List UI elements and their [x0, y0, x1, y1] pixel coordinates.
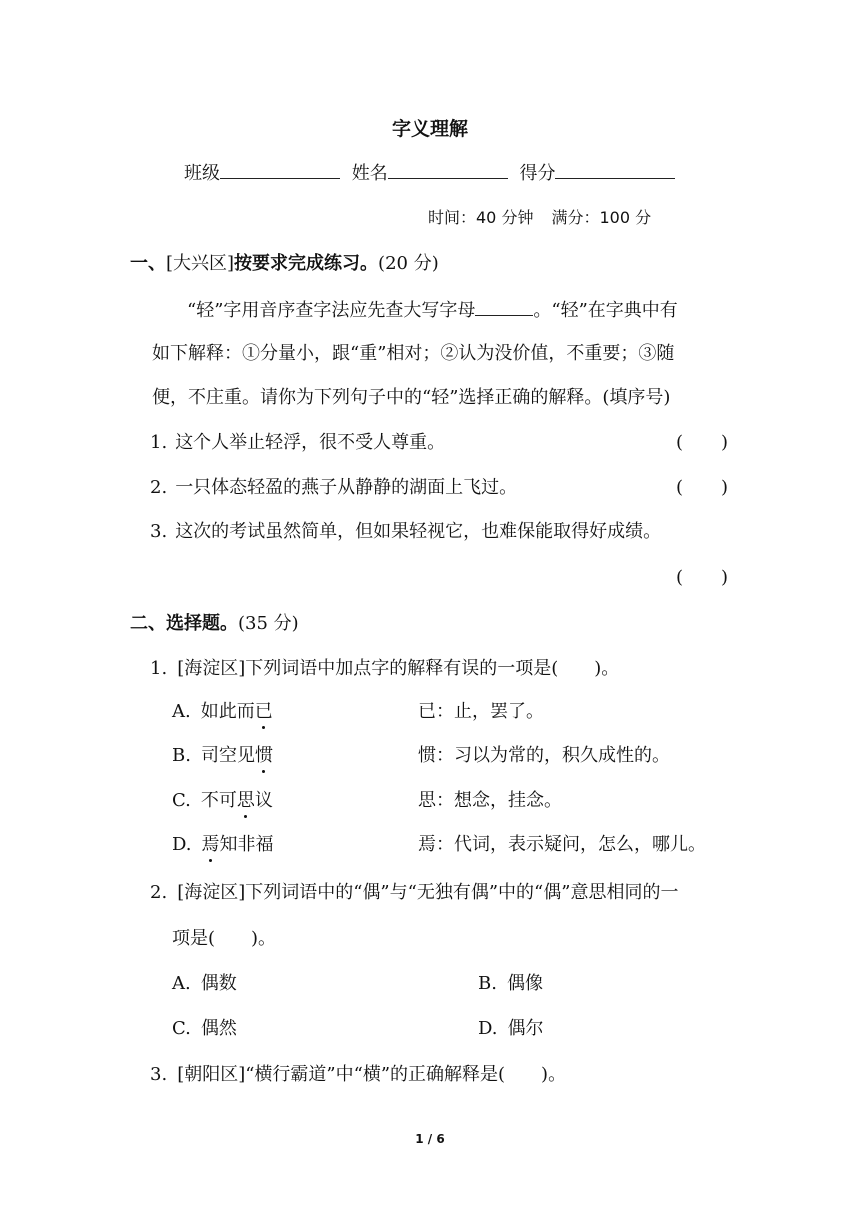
section2-number: 二、	[130, 613, 166, 634]
q1-option-b[interactable]	[172, 744, 273, 768]
q1-option-b-explanation: 惯：习以为常的，积久成性的。	[418, 745, 670, 766]
question-number: 1.	[150, 658, 168, 679]
option-word: 知非福	[219, 834, 274, 855]
emphasized-char: 已	[254, 701, 273, 722]
time-limit: 时间：40 分钟	[428, 208, 534, 227]
section1-number: 一、	[130, 253, 166, 274]
section1-points: (20 分)	[378, 253, 439, 274]
item-text: 这个人举止轻浮，很不受人尊重。	[175, 432, 446, 453]
option-letter: A.	[172, 701, 191, 722]
question-2-continued: 项是( )。	[172, 928, 277, 949]
question-text: [海淀区]下列词语中加点字的解释有误的一项是( )。	[177, 658, 620, 679]
paren-close: )	[720, 432, 728, 453]
option-word: 司空见	[200, 745, 255, 766]
question-1	[150, 657, 619, 681]
option-word: 不可	[200, 790, 237, 811]
section1-region: [大兴区]	[166, 253, 235, 274]
section1-paragraph-line1	[187, 297, 678, 323]
score-blank[interactable]	[555, 160, 675, 179]
option-letter: A.	[172, 973, 191, 994]
option-text: 偶尔	[507, 1018, 544, 1039]
page-title: 字义理解	[391, 118, 468, 140]
question-number: 2.	[150, 882, 168, 903]
option-text: 偶然	[200, 1018, 237, 1039]
option-letter: C.	[172, 1018, 191, 1039]
section1-paragraph-line2: 如下解释：①分量小，跟“重”相对；②认为没价值，不重要；③随	[152, 343, 675, 364]
class-blank[interactable]	[220, 160, 340, 179]
letter-answer-blank[interactable]	[475, 297, 533, 316]
option-text: 偶数	[200, 973, 237, 994]
q2-option-d[interactable]	[478, 1017, 544, 1041]
q2-option-b[interactable]	[478, 972, 543, 996]
option-word: 如此而	[200, 701, 255, 722]
section2-heading	[130, 612, 299, 636]
answer-parentheses[interactable]	[676, 431, 728, 455]
question-number: 3.	[150, 1064, 168, 1085]
q2-option-c[interactable]	[172, 1017, 237, 1041]
item-number: 3.	[150, 521, 168, 542]
answer-parentheses[interactable]	[676, 566, 728, 590]
paren-open: (	[676, 567, 684, 588]
option-letter: D.	[172, 834, 192, 855]
paragraph-text: “轻”字用音序查字法应先查大写字母	[187, 300, 476, 321]
item-number: 1.	[150, 432, 168, 453]
emphasized-char: 焉	[201, 834, 220, 855]
section1-item	[150, 520, 661, 544]
paren-close: )	[720, 567, 728, 588]
question-text: [朝阳区]“横行霸道”中“横”的正确解释是( )。	[177, 1064, 567, 1085]
section1-heading	[130, 252, 439, 276]
paren-open: (	[676, 477, 684, 498]
item-text: 这次的考试虽然简单，但如果轻视它，也难保能取得好成绩。	[175, 521, 662, 542]
paren-open: (	[676, 432, 684, 453]
section1-title: 按要求完成练习。	[234, 253, 379, 274]
option-word: 议	[254, 790, 273, 811]
q1-option-d[interactable]	[172, 833, 274, 857]
name-blank[interactable]	[388, 160, 508, 179]
section2-points: (35 分)	[238, 613, 299, 634]
score-label: 得分	[519, 163, 556, 184]
full-score: 满分：100 分	[551, 208, 652, 227]
page-number: 1 / 6	[415, 1132, 445, 1146]
option-letter: C.	[172, 790, 191, 811]
q2-option-a[interactable]	[172, 972, 237, 996]
q1-option-a-explanation: 已：止，罢了。	[418, 701, 544, 722]
paragraph-text: 。“轻”在字典中有	[533, 300, 678, 321]
question-2	[150, 881, 678, 905]
section1-item	[150, 476, 517, 500]
section2-title: 选择题。	[166, 613, 238, 634]
item-text: 一只体态轻盈的燕子从静静的湖面上飞过。	[175, 477, 518, 498]
option-letter: B.	[172, 745, 191, 766]
question-3	[150, 1063, 566, 1087]
q1-option-d-explanation: 焉：代词，表示疑问，怎么，哪儿。	[418, 834, 706, 855]
option-text: 偶像	[506, 973, 543, 994]
emphasized-char: 惯	[254, 745, 273, 766]
question-text: [海淀区]下列词语中的“偶”与“无独有偶”中的“偶”意思相同的一	[177, 882, 679, 903]
answer-parentheses[interactable]	[676, 476, 728, 500]
q1-option-a[interactable]	[172, 700, 273, 724]
name-label: 姓名	[351, 163, 388, 184]
item-number: 2.	[150, 477, 168, 498]
emphasized-char: 思	[236, 790, 255, 811]
q1-option-c[interactable]	[172, 789, 273, 813]
class-label: 班级	[184, 163, 220, 184]
section1-paragraph-line3: 便，不庄重。请你为下列句子中的“轻”选择正确的解释。(填序号)	[152, 387, 671, 408]
section1-item	[150, 431, 445, 455]
exam-meta	[428, 206, 651, 230]
paren-close: )	[720, 477, 728, 498]
option-letter: B.	[478, 973, 497, 994]
student-info-line	[184, 160, 675, 186]
q1-option-c-explanation: 思：想念，挂念。	[418, 790, 562, 811]
option-letter: D.	[478, 1018, 498, 1039]
